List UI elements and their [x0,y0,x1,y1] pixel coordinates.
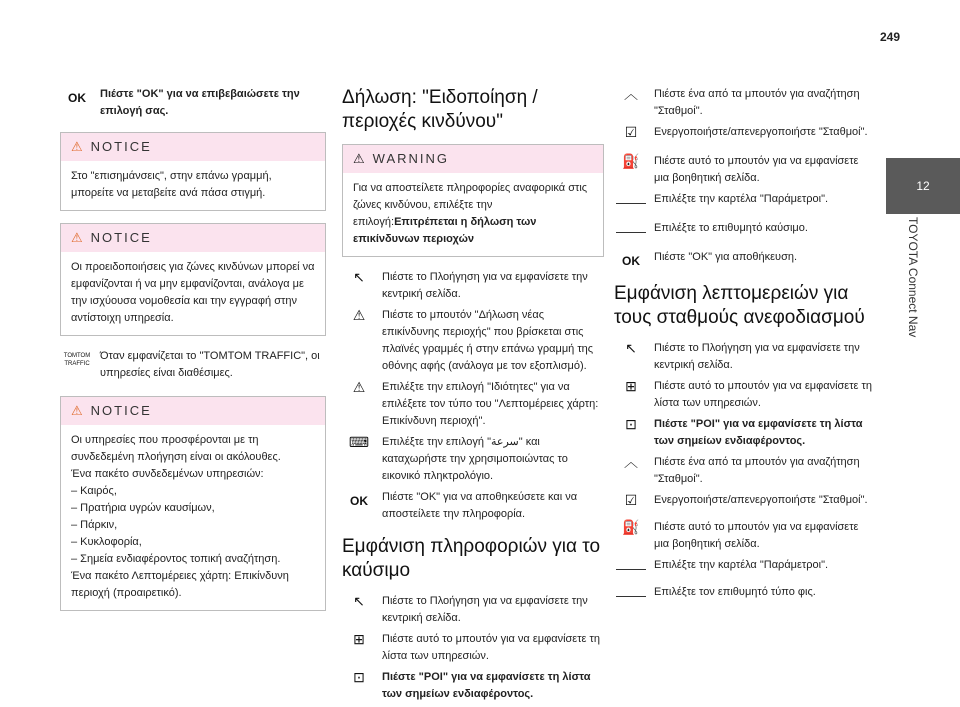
select-line-icon [614,584,648,601]
chapter-title-vertical [903,215,923,365]
step [614,124,876,141]
step [342,669,604,703]
ok-step-text: Πιέστε "OK" για να επιβεβαιώσετε την επιλογή σας. [100,88,300,117]
step-text: Πιέστε "POI" για να εμφανίσετε τη λίστα των σημείων ενδιαφέροντος. [382,671,591,700]
notice-title: NOTICE [90,139,152,154]
step [614,416,876,450]
arrow-up-icon: ︿ [624,454,638,470]
ok-step [60,86,326,120]
step-text: Πιέστε το Πλοήγηση για να εμφανίσετε την κεντρική σελίδα. [382,595,588,624]
warning-body-option: Επιτρέπεται η δήλωση των επικίνδυνων περιοχών [353,216,537,245]
poi-icon: ⊡ [353,669,365,685]
step [614,340,876,374]
column-3 [614,86,876,605]
notice-head-3 [61,397,325,425]
tab-icon [614,191,648,208]
select-line-icon [614,220,648,237]
step [614,454,876,488]
step [614,492,876,509]
step [342,434,604,485]
section-heading-fuel: Εμφάνιση πληροφοριών για το καύσιμο [342,536,601,581]
notice-line: – Πάρκιν, [71,519,118,531]
services-icon: ⊞ [353,631,365,647]
notice-title: NOTICE [90,403,152,418]
navigation-icon: ↖ [353,593,365,609]
checkbox-icon: ☑ [624,492,638,508]
section-heading-station-details: Εμφάνιση λεπτομερειών για τους σταθμούς ανεφοδιασμού [614,283,865,328]
notice-body-2: Οι προειδοποιήσεις για ζώνες κινδύνων μπορεί να εμφανίζονται ή να μην εμφανίζονται, ανάλογα με την ισχύουσα νομοθεσία και την εγγραφή στην αντίστοιχη υπηρεσία. [71,261,315,324]
notice-body-1: Στο "επισημάνσεις", στην επάνω γραμμή, μπορείτε να μεταβείτε ανά πάσα στιγμή. [71,170,272,199]
warning-icon: ⚠ [71,403,83,418]
notice-line: Ένα πακέτο συνδεδεμένων υπηρεσιών: [71,468,264,480]
warning-icon: ⚠ [353,151,365,166]
step-text: Επιλέξτε την καρτέλα "Παράμετροι". [654,193,829,205]
step [342,379,604,430]
page-number: 249 [880,30,901,44]
poi-icon: ⊡ [625,416,637,432]
warning-body [343,173,603,256]
step-text: Επιλέξτε την καρτέλα "Παράμετροι". [654,559,829,571]
services-icon: ⊞ [625,378,637,394]
notice-line: Οι υπηρεσίες που προσφέρονται με τη συνδεδεμένη πλοήγηση είναι οι ακόλουθες. [71,434,281,463]
step [342,307,604,375]
ok-icon: OK [622,254,640,268]
step [614,519,876,553]
step-text: Επιλέξτε την επιλογή "سرعة" και καταχωρήστε την χρησιμοποιώντας το εικονικό πληκτρολόγιο. [382,436,568,482]
step-text: Πιέστε ένα από τα μπουτόν για αναζήτηση "Σταθμοί". [654,456,860,485]
tomtom-text: Όταν εμφανίζεται το "TOMTOM TRAFFIC", οι υπηρεσίες είναι διαθέσιμες. [100,350,320,379]
warning-icon: ⚠ [71,230,83,245]
step-text: Πιέστε το μπουτόν "Δήλωση νέας επικίνδυνης περιοχής" που βρίσκεται στις πλαϊνές γραμμές ή στην επάνω γραμμή της οθόνης αφής (ανάλογα με τον εξοπλισμό). [382,309,594,372]
notice-box-2 [60,223,326,336]
notice-box-3 [60,396,326,611]
danger-zone-icon: ⚠ [352,379,366,395]
notice-head-2 [61,224,325,252]
tomtom-traffic-icon: TOMTOM TRAFFIC [63,353,91,367]
ok-icon: OK [68,91,86,105]
notice-box-1 [60,132,326,211]
warning-icon: ⚠ [71,139,83,154]
section-heading-declaration: Δήλωση: "Ειδοποίηση / περιοχές κινδύνου" [342,87,538,132]
arrow-up-icon: ︿ [624,86,638,102]
notice-title: NOTICE [90,230,152,245]
column-2 [342,86,604,707]
step-text: Επιλέξτε το επιθυμητό καύσιμο. [654,222,808,234]
navigation-icon: ↖ [625,340,637,356]
warning-box [342,144,604,257]
step [614,153,876,187]
step-text: Πιέστε ένα από τα μπουτόν για αναζήτηση "Σταθμοί". [654,88,860,117]
tab-icon [614,557,648,574]
step [614,557,876,574]
step-text: Πιέστε αυτό το μπουτόν για να εμφανίσετε τη λίστα των υπηρεσιών. [382,633,600,662]
step-text: Πιέστε αυτό το μπουτόν για να εμφανίσετε τη λίστα των υπηρεσιών. [654,380,872,409]
step-text: Πιέστε "OK" για αποθήκευση. [654,251,798,263]
warning-title: WARNING [372,151,450,166]
step [342,489,604,523]
checkbox-icon: ☑ [624,124,638,140]
step-text: Πιέστε αυτό το μπουτόν για να εμφανίσετε μια βοηθητική σελίδα. [654,155,859,184]
notice-line: Ένα πακέτο Λεπτομέρειες χάρτη: Επικίνδυνη περιοχή (προαιρετικό). [71,570,289,599]
notice-line: – Πρατήρια υγρών καυσίμων, [71,502,215,514]
fuel-station-icon: ⛽ [622,519,640,535]
step [614,220,876,237]
step-text: Πιέστε "POI" για να εμφανίσετε τη λίστα των σημείων ενδιαφέροντος. [654,418,863,447]
step-text: Ενεργοποιήστε/απενεργοποιήστε "Σταθμοί". [654,494,868,506]
step-text: Πιέστε "OK" για να αποθηκεύσετε και να αποστείλετε την πληροφορία. [382,491,578,520]
notice-line: – Καιρός, [71,485,117,497]
navigation-icon: ↖ [353,269,365,285]
notice-line: – Κυκλοφορία, [71,536,142,548]
warning-head [343,145,603,173]
tomtom-step [60,348,326,382]
fuel-station-icon: ⛽ [622,153,640,169]
speed-icon: ⌨ [348,434,370,450]
step [342,631,604,665]
step [342,269,604,303]
warning-body-text: Για να αποστείλετε πληροφορίες αναφορικά στις ζώνες κινδύνου, επιλέξτε την επιλογή: [353,182,588,228]
step [614,249,876,266]
step [614,584,876,601]
column-1 [60,86,326,623]
ok-icon: OK [350,494,368,508]
step [614,191,876,208]
step-text: Ενεργοποιήστε/απενεργοποιήστε "Σταθμοί". [654,126,868,138]
step [614,378,876,412]
danger-zone-icon: ⚠ [352,307,366,323]
notice-body-3 [61,425,325,610]
notice-line: – Σημεία ενδιαφέροντος τοπική αναζήτηση. [71,553,281,565]
notice-head-1 [61,133,325,161]
step-text: Πιέστε αυτό το μπουτόν για να εμφανίσετε μια βοηθητική σελίδα. [654,521,859,550]
step-text: Πιέστε το Πλοήγηση για να εμφανίσετε την κεντρική σελίδα. [382,271,588,300]
step [342,593,604,627]
step-text: Πιέστε το Πλοήγηση για να εμφανίσετε την κεντρική σελίδα. [654,342,860,371]
chapter-tab: 12 [886,158,960,214]
chapter-title: TOYOTA Connect Nav [906,217,920,338]
step-text: Επιλέξτε την επιλογή "Ιδιότητες" για να επιλέξετε τον τύπο του "Λεπτομέρειες χάρτη: Επικίνδυνη περιοχή". [382,381,599,427]
step [614,86,876,120]
step-text: Επιλέξτε τον επιθυμητό τύπο φις. [654,586,816,598]
